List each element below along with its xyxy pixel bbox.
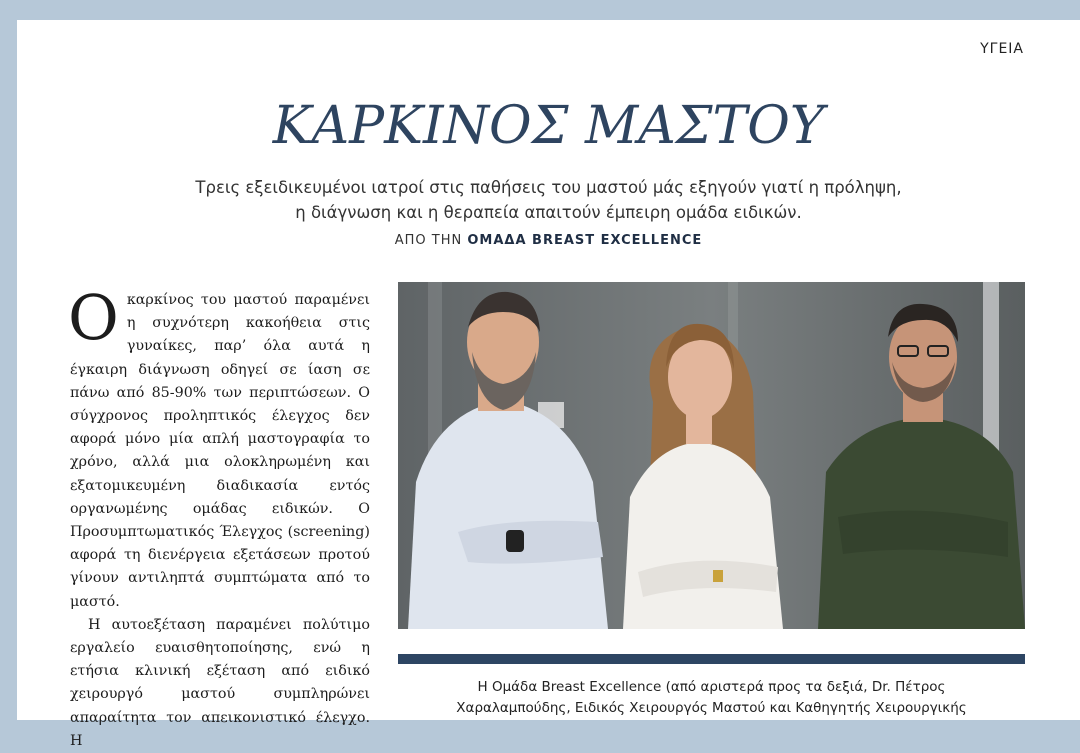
photo-caption — [398, 677, 1025, 719]
team-photo-illustration — [398, 282, 1025, 629]
caption-line-2: Χαραλαμπούδης, Ειδικός Χειρουργός Μαστού και Καθηγητής Χειρουργικής — [456, 700, 967, 716]
paragraph-1 — [68, 281, 370, 614]
deck-line-1: Τρεις εξειδικευμένοι ιατροί στις παθήσεις του μαστού μάς εξηγούν γιατί η πρόληψη, — [195, 178, 902, 197]
deck-line-2: η διάγνωση και η θεραπεία απαιτούν έμπειρη ομάδα ειδικών. — [295, 203, 802, 222]
article-deck — [147, 175, 950, 225]
paragraph-2: Η αυτοεξέταση παραμένει πολύτιμο εργαλείο ευαισθητοποίησης, ενώ η ετήσια κλινική εξέταση από ειδικό χειρουργό μαστού συμπληρώνει απαραίτητα τον απεικονιστικό έλεγχο. Η — [70, 616, 370, 749]
caption-rule — [398, 654, 1025, 664]
section-label: ΥΓΕΙΑ — [980, 41, 1024, 57]
paragraph-1-text: καρκίνος του μαστού παραμένει η συχνότερη κακοήθεια στις γυναίκες, παρ’ όλα αυτά η έγκαιρη διάγνωση οδηγεί σε ίαση σε πάνω από 85-90% των περιπτώσεων. Ο σύγχρονος προληπτικός έλεγχος δεν αφορά μόνο μία απλή μαστογραφία το χρόνο, αλλά μια ολοκληρωμένη και εξατομικευμένη διαδικασία εντός οργανωμένης ομάδας ειδικών. Ο Προσυμπτωματικός Έλεγχος (screening) αφορά τη διενέργεια εξετάσεων προτού γίνουν αντιληπτά συμπτώματα από το μαστό. — [70, 292, 370, 610]
drop-cap: Ο — [68, 281, 119, 354]
byline-prefix: ΑΠΟ ΤΗΝ — [394, 233, 463, 248]
magazine-page — [17, 20, 1080, 749]
team-photo — [398, 282, 1025, 629]
caption-line-1: Η Ομάδα Breast Excellence (από αριστερά προς τα δεξιά, Dr. Πέτρος — [477, 679, 946, 695]
article-headline: ΚΑΡΚΙΝΟΣ ΜΑΣΤΟΥ — [272, 96, 825, 156]
byline-team: ΟΜΑΔΑ BREAST EXCELLENCE — [467, 233, 703, 248]
byline — [17, 233, 1080, 248]
body-text-column — [68, 281, 370, 753]
